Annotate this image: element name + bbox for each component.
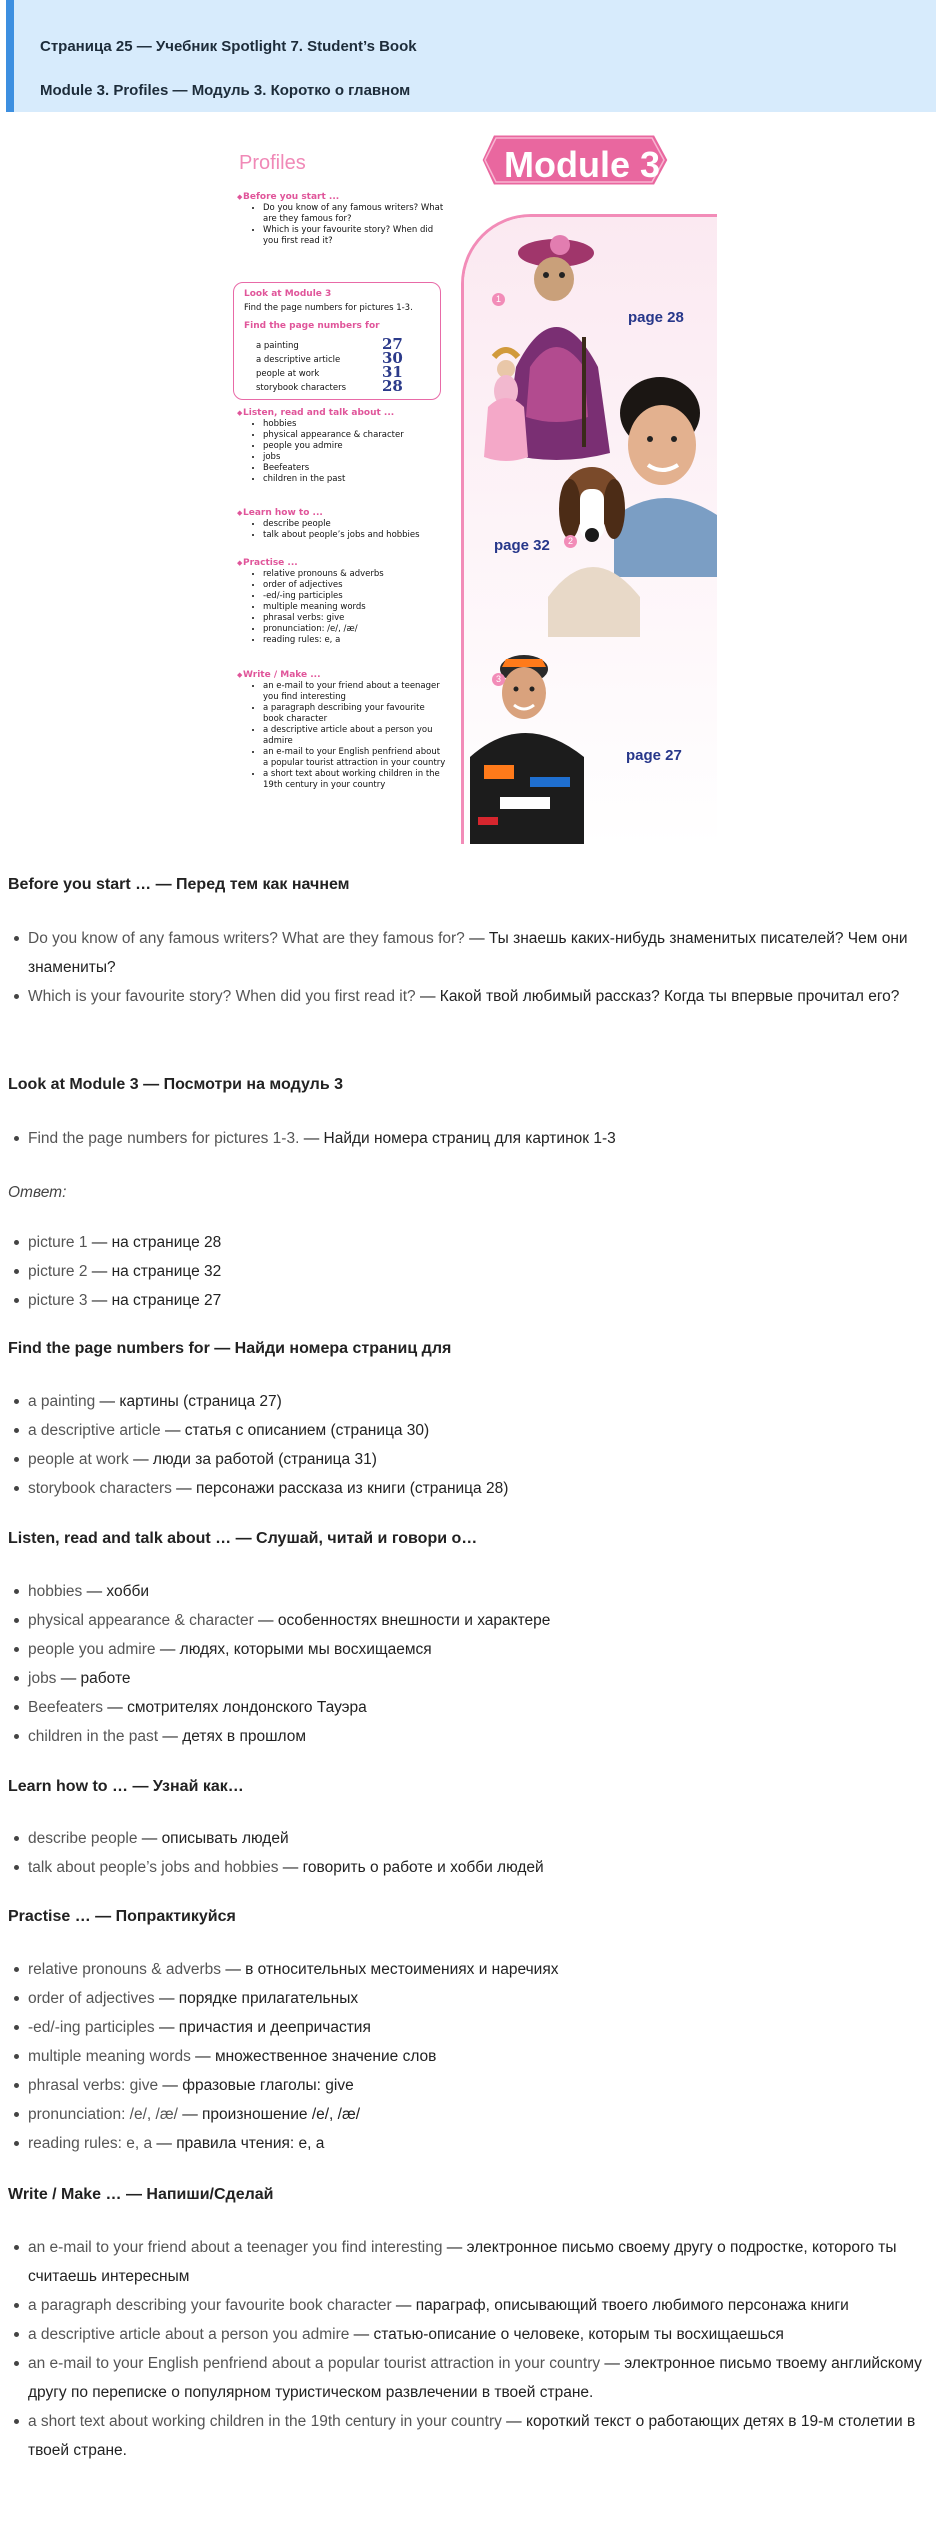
book-write-heading: ◆ Write / Make ... <box>243 670 447 681</box>
page-header <box>6 0 936 112</box>
picture-number-3: 3 <box>492 673 505 686</box>
list-item <box>28 1606 943 1635</box>
item-ru: — статью-описание о человеке, которым ты восхищаешься <box>349 2326 784 2343</box>
book-find-num: 31 <box>382 363 403 381</box>
page-label-2: page 32 <box>494 537 550 554</box>
item-ru: — Найди номера страниц для картинок 1-3 <box>299 1130 616 1147</box>
list-item <box>28 1984 943 2013</box>
picture-number-2: 2 <box>564 535 577 548</box>
list-item: • relative pronouns & adverbs <box>263 569 447 580</box>
item-en: reading rules: e, a <box>28 2135 153 2152</box>
item-en: an e-mail to your friend about a teenager you find interesting <box>28 2239 443 2256</box>
item-en: a painting <box>28 1393 96 1410</box>
list-item <box>28 2129 943 2158</box>
practise-list <box>8 1955 943 2158</box>
list-item <box>28 1722 943 1751</box>
item-ru: — Какой твой любимый рассказ? Когда ты впервые прочитал его? <box>415 988 900 1005</box>
book-contents-column <box>233 126 448 846</box>
book-find-row: people at work <box>256 369 320 379</box>
item-ru: — картины (страница 27) <box>95 1393 282 1410</box>
book-practise-section <box>237 558 447 646</box>
list-item: • -ed/-ing participles <box>263 591 447 602</box>
item-en: phrasal verbs: give <box>28 2077 159 2094</box>
list-item <box>28 1445 943 1474</box>
item-ru: — персонажи рассказа из книги (страница 28) <box>171 1480 509 1497</box>
list-item <box>28 1824 943 1853</box>
item-en: children in the past <box>28 1728 159 1745</box>
list-item <box>28 1474 943 1503</box>
item-en: pronunciation: /e/, /æ/ <box>28 2106 178 2123</box>
item-en: a short text about working children in the 19th century in your country <box>28 2413 502 2430</box>
header-title: Страница 25 — Учебник Spotlight 7. Student’s Book <box>40 38 417 55</box>
list-item: • describe people <box>263 519 447 530</box>
page-label-3: page 27 <box>626 747 682 764</box>
book-title: Profiles <box>239 152 306 174</box>
list-item <box>28 1635 943 1664</box>
item-en: talk about people’s jobs and hobbies <box>28 1859 279 1876</box>
list-item <box>28 2100 943 2129</box>
pictures-frame <box>461 214 717 844</box>
book-find-row: a descriptive article <box>256 355 341 365</box>
book-listen-list <box>237 419 447 485</box>
book-find-num: 30 <box>382 349 403 367</box>
list-item <box>28 1416 943 1445</box>
item-ru: — короткий текст о работающих детях в 19-м столетии в твоей стране. <box>28 2413 916 2459</box>
find-list <box>8 1387 943 1503</box>
item-ru: — особенностях внешности и характере <box>253 1612 551 1629</box>
before-list <box>8 924 943 1011</box>
item-en: people at work <box>28 1451 129 1468</box>
list-item <box>28 2013 943 2042</box>
book-find-heading: Find the page numbers for <box>244 321 380 331</box>
item-ru: — правила чтения: e, a <box>152 2135 325 2152</box>
list-item: • Which is your favourite story? When did you first read it? <box>263 225 447 247</box>
item-en: multiple meaning words <box>28 2048 191 2065</box>
item-en: Find the page numbers for pictures 1-3. <box>28 1130 300 1147</box>
book-write-section <box>237 670 447 791</box>
item-ru: — фразовые глаголы: give <box>158 2077 354 2094</box>
look-list <box>8 1124 943 1153</box>
item-ru: — произношение /e/, /æ/ <box>177 2106 361 2123</box>
list-item: • a short text about working children in the 19th century in your country <box>263 769 447 791</box>
list-item <box>28 1286 943 1315</box>
book-listen-heading: ◆ Listen, read and talk about ... <box>243 408 447 419</box>
book-learn-section <box>237 508 447 541</box>
book-learn-list <box>237 519 447 541</box>
book-learn-heading: ◆ Learn how to ... <box>243 508 447 519</box>
item-en: picture 2 <box>28 1263 88 1280</box>
item-ru: — на странице 28 <box>87 1234 222 1251</box>
item-ru: — причастия и деепричастия <box>154 2019 371 2036</box>
list-item: • hobbies <box>263 419 447 430</box>
book-practise-list <box>237 569 447 646</box>
item-ru: — множественное значение слов <box>190 2048 437 2065</box>
section-heading-look: Look at Module 3 — Посмотри на модуль 3 <box>8 1076 343 1093</box>
list-item: • phrasal verbs: give <box>263 613 447 624</box>
list-item <box>28 1257 943 1286</box>
item-ru: — на странице 32 <box>87 1263 222 1280</box>
textbook-page-image <box>225 126 721 846</box>
list-item <box>28 1693 943 1722</box>
section-heading-before: Before you start … — Перед тем как начнем <box>8 876 350 893</box>
list-item <box>28 1387 943 1416</box>
item-ru: — порядке прилагательных <box>154 1990 359 2007</box>
book-before-heading: ◆ Before you start ... <box>243 192 447 203</box>
item-ru: — работе <box>56 1670 131 1687</box>
list-item <box>28 1124 943 1153</box>
item-en: -ed/-ing participles <box>28 2019 155 2036</box>
item-en: jobs <box>28 1670 57 1687</box>
book-find-row: a painting <box>256 341 299 351</box>
book-listen-section <box>237 408 447 485</box>
book-look-text: Find the page numbers for pictures 1-3. <box>244 303 413 313</box>
item-ru: — хобби <box>82 1583 150 1600</box>
item-en: people you admire <box>28 1641 156 1658</box>
section-heading-find: Find the page numbers for — Найди номера страниц для <box>8 1340 452 1357</box>
book-practise-heading: ◆ Practise ... <box>243 558 447 569</box>
item-ru: — на странице 27 <box>87 1292 222 1309</box>
item-en: physical appearance & character <box>28 1612 254 1629</box>
list-item <box>28 1955 943 1984</box>
answers-list <box>8 1228 943 1315</box>
list-item: • Beefeaters <box>263 463 447 474</box>
book-find-num: 27 <box>382 335 403 353</box>
book-before-section <box>237 192 447 247</box>
answer-label: Ответ: <box>8 1184 67 1201</box>
list-item: • jobs <box>263 452 447 463</box>
list-item <box>28 2349 943 2407</box>
list-item: • a paragraph describing your favourite book character <box>263 703 447 725</box>
list-item: • physical appearance & character <box>263 430 447 441</box>
item-ru: — говорить о работе и хобби людей <box>278 1859 544 1876</box>
list-item: • multiple meaning words <box>263 602 447 613</box>
item-ru: — в относительных местоимениях и наречиях <box>221 1961 559 1978</box>
list-item: • order of adjectives <box>263 580 447 591</box>
learn-list <box>8 1824 943 1882</box>
item-ru: — электронное письмо своему другу о подростке, которого ты считаешь интересным <box>28 2239 897 2285</box>
list-item <box>28 2291 943 2320</box>
item-ru: — электронное письмо твоему английскому другу по переписке о популярном туристическом развлечении в твоей стране. <box>28 2355 922 2401</box>
list-item <box>28 2320 943 2349</box>
section-heading-learn: Learn how to … — Узнай как… <box>8 1778 244 1795</box>
write-list <box>8 2233 943 2465</box>
item-en: a descriptive article about a person you admire <box>28 2326 350 2343</box>
book-look-box <box>233 282 441 400</box>
item-en: Beefeaters <box>28 1699 103 1716</box>
section-heading-write: Write / Make … — Напиши/Сделай <box>8 2186 274 2203</box>
item-ru: — детях в прошлом <box>158 1728 307 1745</box>
list-item: • a descriptive article about a person you admire <box>263 725 447 747</box>
list-item: • an e-mail to your English penfriend about a popular tourist attraction in your country <box>263 747 447 769</box>
item-ru: — параграф, описывающий твоего любимого персонажа книги <box>391 2297 849 2314</box>
item-en: order of adjectives <box>28 1990 155 2007</box>
book-find-num: 28 <box>382 377 403 395</box>
book-look-heading: Look at Module 3 <box>244 289 332 299</box>
item-en: a paragraph describing your favourite book character <box>28 2297 392 2314</box>
list-item <box>28 924 943 982</box>
item-ru: — описывать людей <box>137 1830 289 1847</box>
item-en: picture 1 <box>28 1234 88 1251</box>
item-ru: — статья с описанием (страница 30) <box>160 1422 430 1439</box>
list-item <box>28 1664 943 1693</box>
item-en: an e-mail to your English penfriend about a popular tourist attraction in your country <box>28 2355 601 2372</box>
list-item <box>28 982 943 1011</box>
list-item <box>28 2042 943 2071</box>
list-item: • reading rules: e, a <box>263 635 447 646</box>
list-item <box>28 2233 943 2291</box>
item-en: hobbies <box>28 1583 83 1600</box>
module-badge-label: Module 3 <box>503 144 660 185</box>
item-en: describe people <box>28 1830 138 1847</box>
picture-number-1: 1 <box>492 293 505 306</box>
header-subtitle: Module 3. Profiles — Модуль 3. Коротко о главном <box>40 82 411 99</box>
list-item <box>28 1577 943 1606</box>
item-ru: — Ты знаешь каких-нибудь знаменитых писателей? Чем они знамениты? <box>28 930 908 976</box>
item-en: storybook characters <box>28 1480 172 1497</box>
section-heading-listen: Listen, read and talk about … — Слушай, читай и говори о… <box>8 1530 478 1547</box>
item-ru: — смотрителях лондонского Тауэра <box>102 1699 367 1716</box>
item-ru: — люди за работой (страница 31) <box>128 1451 377 1468</box>
list-item: • people you admire <box>263 441 447 452</box>
listen-list <box>8 1577 943 1751</box>
book-find-row: storybook characters <box>256 383 347 393</box>
list-item <box>28 1228 943 1257</box>
list-item <box>28 2407 943 2465</box>
list-item: • pronunciation: /e/, /æ/ <box>263 624 447 635</box>
item-en: Which is your favourite story? When did you first read it? <box>28 988 416 1005</box>
book-before-list <box>237 203 447 247</box>
book-pictures-column <box>461 126 721 846</box>
item-en: Do you know of any famous writers? What are they famous for? <box>28 930 465 947</box>
page-label-1: page 28 <box>628 309 684 326</box>
list-item <box>28 1853 943 1882</box>
list-item: • talk about people’s jobs and hobbies <box>263 530 447 541</box>
module-badge <box>473 130 673 190</box>
book-write-list <box>237 681 447 791</box>
item-en: relative pronouns & adverbs <box>28 1961 222 1978</box>
list-item: • Do you know of any famous writers? What are they famous for? <box>263 203 447 225</box>
item-ru: — людях, которыми мы восхищаемся <box>155 1641 432 1658</box>
section-heading-practise: Practise … — Попрактикуйся <box>8 1908 236 1925</box>
item-en: a descriptive article <box>28 1422 161 1439</box>
list-item: • children in the past <box>263 474 447 485</box>
list-item <box>28 2071 943 2100</box>
item-en: picture 3 <box>28 1292 88 1309</box>
list-item: • an e-mail to your friend about a teenager you find interesting <box>263 681 447 703</box>
